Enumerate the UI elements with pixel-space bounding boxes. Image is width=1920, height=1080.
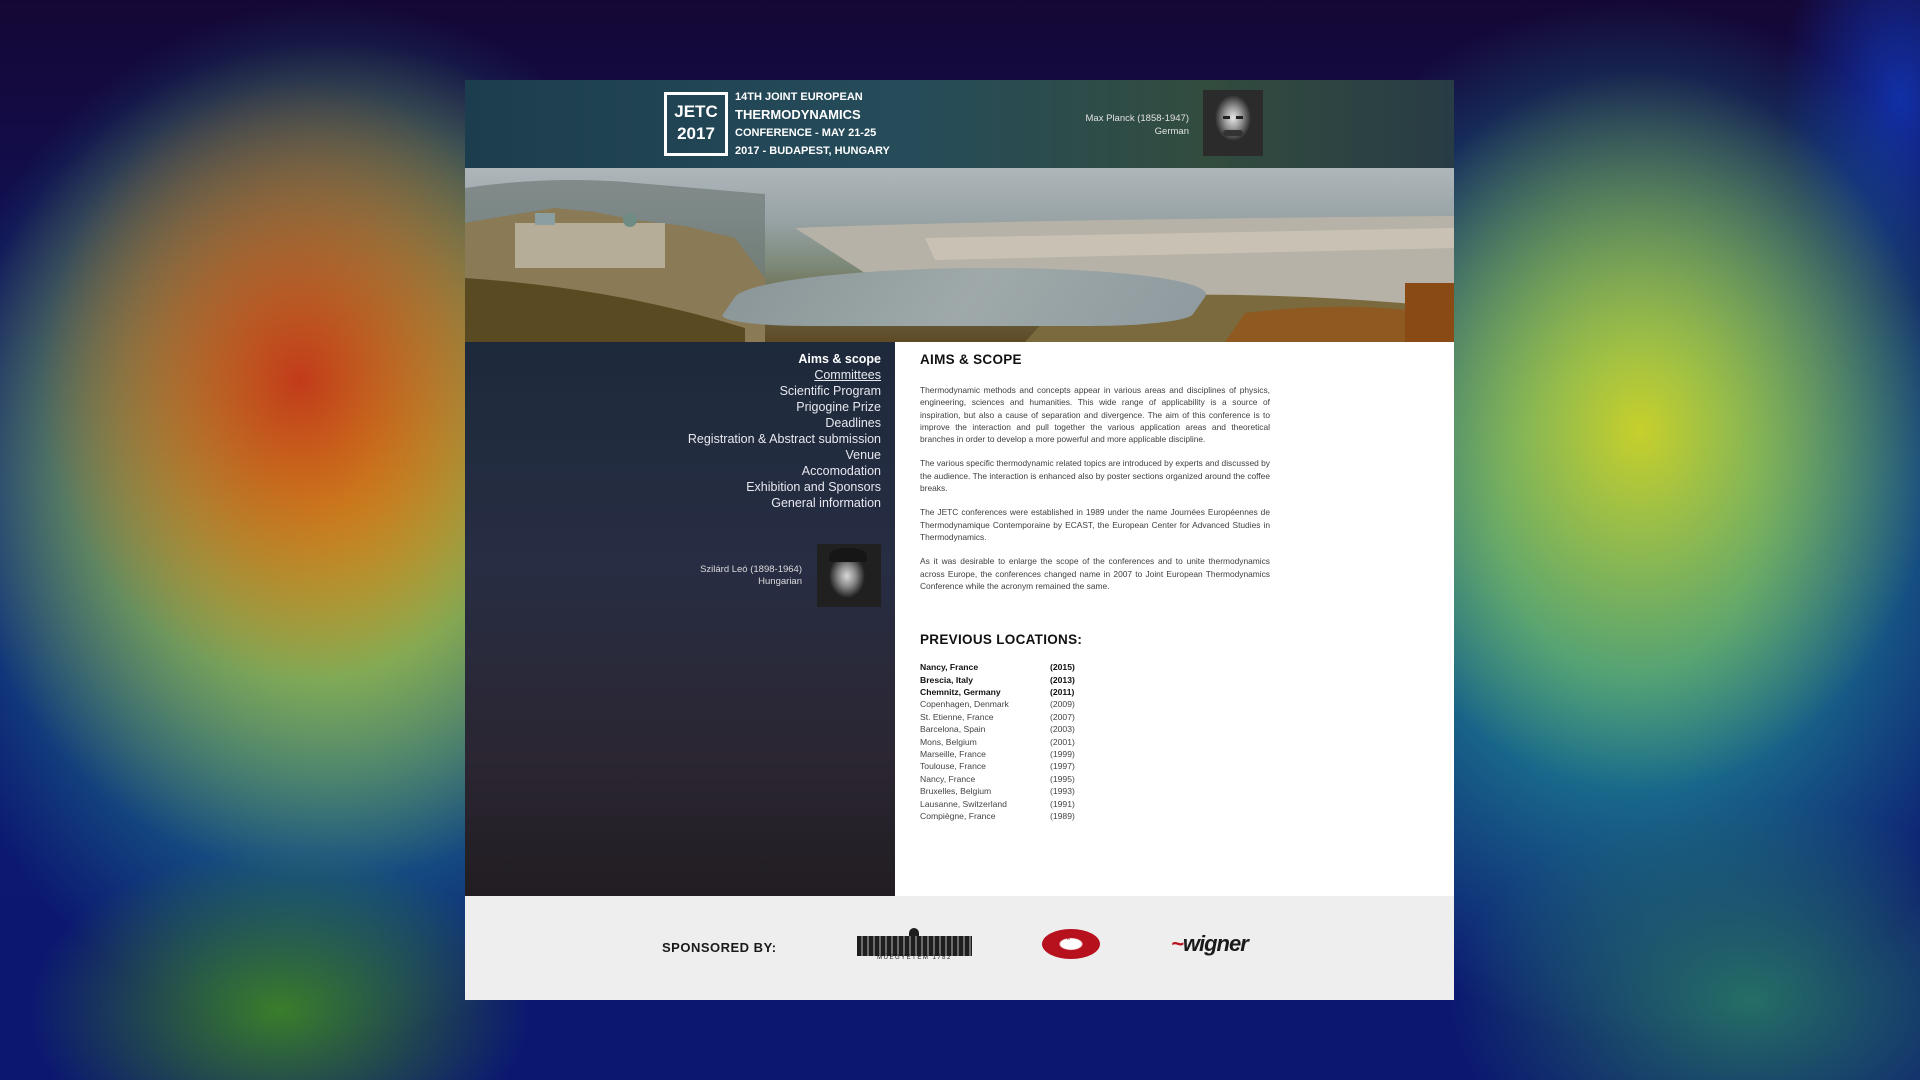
location-city: Bruxelles, Belgium [920, 786, 992, 797]
main-navigation [688, 351, 881, 511]
portrait-mustache [1223, 130, 1243, 136]
location-year: (1995) [1050, 773, 1075, 784]
wigner-logo-text: wigner [1182, 931, 1248, 956]
list-item [920, 798, 1270, 810]
planck-caption [1086, 112, 1190, 138]
location-city: Barcelona, Spain [920, 724, 986, 735]
title-line-4: 2017 - BUDAPEST, HUNGARY [735, 145, 890, 157]
nav-item-deadlines[interactable]: Deadlines [825, 416, 881, 430]
location-city: Lausanne, Switzerland [920, 798, 1007, 809]
location-year: (2013) [1050, 674, 1075, 685]
portrait-eye [1223, 116, 1230, 119]
locations-list [920, 661, 1270, 822]
building-icon [857, 936, 972, 956]
list-item [920, 661, 1270, 673]
location-city: Compiègne, France [920, 811, 996, 822]
list-item [920, 773, 1270, 785]
nav-item-prigogine-prize[interactable]: Prigogine Prize [796, 400, 881, 414]
location-city: Marseille, France [920, 749, 986, 759]
list-item [920, 723, 1270, 735]
nav-item-general-information[interactable]: General information [771, 496, 881, 510]
list-item [920, 785, 1270, 797]
list-item [920, 698, 1270, 710]
list-item [920, 760, 1270, 772]
jetc-logo[interactable] [664, 92, 728, 156]
szilard-name: Szilárd Leó (1898-1964) [700, 564, 802, 575]
location-year: (1989) [1050, 811, 1075, 822]
szilard-portrait [817, 544, 881, 607]
page-title: AIMS & SCOPE [920, 352, 1022, 367]
location-city: Toulouse, France [920, 761, 986, 772]
logo-line-1: JETC [674, 102, 718, 121]
paragraph: The JETC conferences were established in 1989 under the name Journées Européennes de Thermodynamique Contemporaine by ECAST, the European Center for Advanced Studies in Thermodynamics. [920, 507, 1270, 542]
list-item [920, 674, 1270, 686]
bme-caption: MŰEGYETEM 1782 [877, 955, 952, 961]
location-year: (2001) [1050, 736, 1075, 747]
portrait-eye [1236, 116, 1243, 119]
budapest-panorama-image [465, 168, 1454, 342]
conference-page [465, 80, 1454, 1000]
planck-name: Max Planck (1858-1947) [1085, 113, 1189, 124]
planck-nationality: German [1154, 126, 1189, 137]
szilard-nationality: Hungarian [758, 576, 802, 587]
location-year: (1997) [1050, 761, 1075, 772]
location-city: Nancy, France [920, 773, 976, 784]
location-year: (2003) [1050, 724, 1075, 735]
list-item [920, 736, 1270, 748]
nav-item-registration[interactable]: Registration & Abstract submission [687, 432, 881, 446]
nav-item-venue[interactable]: Venue [845, 448, 881, 462]
list-item [920, 810, 1270, 822]
bme-sponsor-logo[interactable] [857, 928, 972, 962]
title-line-3: CONFERENCE - MAY 21-25 [735, 127, 877, 139]
wigner-swoosh-icon: ~ [1171, 931, 1183, 956]
planck-portrait [1203, 90, 1263, 156]
location-city: Chemnitz, Germany [920, 686, 1001, 697]
paragraph: As it was desirable to enlarge the scope of the conferences and to unite thermodynamics across Europe, the conferences changed name in 2007 to Joint European Thermodynamics Conference while the acronym remained the same. [920, 556, 1270, 591]
location-year: (1993) [1050, 786, 1075, 797]
nav-item-scientific-program[interactable]: Scientific Program [779, 384, 881, 398]
location-city: Nancy, France [920, 662, 979, 673]
nav-item-accomodation[interactable]: Accomodation [801, 464, 881, 478]
sidebar [465, 342, 895, 896]
site-header [465, 80, 1454, 168]
nav-item-aims-scope[interactable]: Aims & scope [798, 352, 881, 366]
location-year: (1991) [1050, 798, 1075, 809]
list-item [920, 711, 1270, 723]
location-year: (2015) [1050, 662, 1075, 673]
nav-item-exhibition-sponsors[interactable]: Exhibition and Sponsors [746, 480, 881, 494]
location-city: St. Etienne, France [920, 711, 994, 722]
title-line-2: THERMODYNAMICS [735, 107, 861, 122]
sponsors-footer [465, 896, 1454, 1000]
paragraph: The various specific thermodynamic related topics are introduced by experts and discussed by the audience. The interaction is enhanced also by poster sections organized around the coffee breaks. [920, 458, 1270, 494]
location-year: (1999) [1050, 749, 1075, 759]
location-year: (2007) [1050, 711, 1075, 722]
logo-line-2: 2017 [677, 124, 715, 143]
location-city: Copenhagen, Denmark [920, 699, 1009, 710]
list-item [920, 686, 1270, 698]
location-year: (2011) [1050, 686, 1075, 697]
sponsored-by-label: SPONSORED BY: [662, 940, 777, 955]
elte-sponsor-logo[interactable] [1042, 929, 1100, 959]
wigner-sponsor-logo[interactable] [1171, 931, 1248, 957]
location-city: Brescia, Italy [920, 674, 974, 685]
list-item [920, 748, 1270, 760]
szilard-caption [700, 564, 802, 588]
elte-mark-icon: * [1066, 933, 1071, 947]
portrait-hair [829, 548, 867, 562]
nav-item-committees[interactable]: Committees [814, 368, 881, 382]
conference-title [735, 88, 890, 160]
title-line-1: 14TH JOINT EUROPEAN [735, 91, 863, 103]
main-content [895, 342, 1454, 896]
location-city: Mons, Belgium [920, 736, 977, 747]
paragraph: Thermodynamic methods and concepts appear in various areas and disciplines of physics, engineering, sciences and humanities. This wide range of applicability is a source of inspiration, but also a cause of separation and divergence. The aim of this conference is to improve the interaction and pull together the various application areas and theoretical branches in order to develop a more powerful and more applicable discipline. [920, 385, 1270, 445]
location-year: (2009) [1050, 699, 1075, 710]
locations-title: PREVIOUS LOCATIONS: [920, 632, 1083, 648]
